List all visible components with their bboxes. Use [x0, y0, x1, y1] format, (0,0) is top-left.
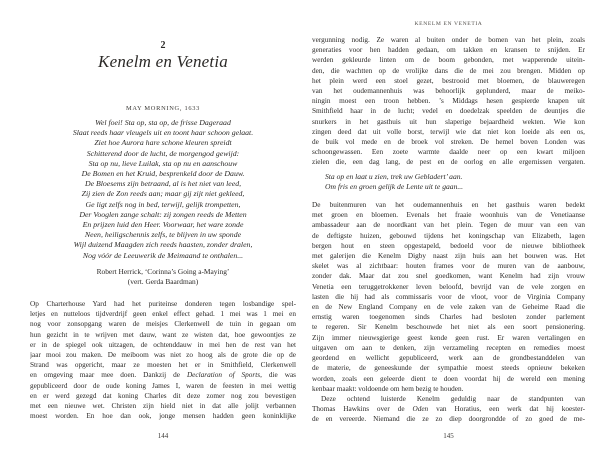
text-line: De Bomen en het Kruid, besprenkeld door de Dauw. — [81, 169, 245, 179]
text-line: bergen hout en steen opgestapeld, bedoeld voor de nieuwe bibliotheek — [312, 241, 585, 250]
text-line: de en vereerde. Niemand die ze zo diep doorgrondde of zo goed de me- — [312, 415, 585, 424]
text-line: en er werd gezegd dat koning Charles dit deze zomer nog zou bevestigen — [30, 391, 296, 400]
text-line: Smithfield haar in de lucht; vedel en doedelzak speelden de deuntjes die — [312, 107, 585, 116]
text-line: nog voor zonsopgang waren de meisjes Clerkenwell de tuin in gegaan om — [30, 320, 296, 329]
text-line: en de New England Company en de vele zaken van de Geheime Raad die — [312, 303, 585, 312]
right-page-text — [312, 35, 585, 425]
epigraph-poem — [30, 118, 296, 261]
text-line: lasten die hij had als commissaris voor de vloot, voor de Virginia Company — [312, 292, 585, 301]
text-line: zonder dak. Maar dat zou snel goedkomen, want Kenelm had zijn vrouw — [312, 272, 585, 281]
running-header: KENELM EN VENETIA — [414, 21, 483, 27]
text-line: met een nieuwe wet. Christen zijn hield niet in dat alle jolijt verbannen — [30, 402, 296, 411]
text-line: snurkers in het gasthuis uit hun slaperige bejaardheid wekten. Wie kon — [312, 117, 585, 126]
text-line: Op Charterhouse Yard had het puriteinse donderen tegen losbandige spel- — [30, 300, 296, 308]
right-body-paragraph-3 — [312, 394, 585, 425]
text-line: Zij zien de Zon reeds aan; maar gij zijt niet gekleed, — [81, 189, 245, 199]
text-line: Ge ligt zelfs nog in bed, terwijl, gelijk trompetten, — [85, 199, 241, 209]
text-line: skelet was al zichtbaar: houten frames voor de muren van de aanbouw, — [312, 262, 585, 271]
text-line: Der Vooglen zange schalt: zij zongen reeds de Metten — [79, 209, 247, 219]
poem-attribution — [30, 267, 296, 287]
text-line: Wijl duizend Maagden zich reeds haasten, zonder dralen, — [73, 240, 253, 250]
right-body-paragraph-2 — [312, 200, 585, 394]
page-number-left: 144 — [157, 432, 169, 440]
text-line: en omgeving maar mee doen. Dankzij de Declaration of Sports, die was — [30, 371, 296, 380]
text-line: werden gekleurde linten om de boom gebonden, met wapperende uitein- — [312, 56, 585, 65]
text-line: moest worden. En hoe dan ook, jonge mensen hadden geen koninklijke — [30, 412, 296, 421]
text-line: er in de spiegel ook uitzagen, de ochtenddauw in mei hen de rest van het — [30, 340, 296, 349]
text-line: worden, zoals een geleerde dient te doen voordat hij de wereld een mening — [312, 374, 585, 383]
text-line: de materie, de geneeskunde der sympathie moest steeds opnieuw bekeken — [312, 364, 585, 373]
text-line: jaar mooi zou maken. De meiboom was niet zo hoog als de grote die op de — [30, 351, 296, 360]
text-line: de buik vol mede en de broek vol streken. De hemel boven Londen was — [312, 138, 585, 147]
text-line: gepubliceerd door de oude koning James I, waren de feesten in mei wettig — [30, 381, 296, 390]
page-number-right: 145 — [443, 432, 454, 440]
text-line: schoongewassen. Een zoete warmte daalde neer op een kwart miljoen — [312, 148, 585, 157]
text-line: den, die wachtten op de vrolijke dans die de mei zou brengen. Midden op — [312, 66, 585, 75]
text-line: En prijzen luid den Heer. Voorwaar, het ware zonde — [82, 220, 244, 230]
text-line: Nog vóór de Leeuwerik de Meimaand te onthalen... — [82, 250, 244, 260]
right-body-paragraph-1 — [312, 35, 585, 168]
text-line: Om fris en groen gelijk de Lente uit te gaan... — [325, 181, 464, 191]
poem-attribution-author: Robert Herrick, ‘Corinna’s Going a-Maying’ — [96, 267, 230, 276]
text-line: Thomas Hawkins over de Oden van Horatius, een werk dat hij koester- — [312, 405, 585, 414]
text-line: Neen, heiligschennis zelfs, te blijven in uw sponde — [84, 230, 242, 240]
text-line: Deze ochtend luisterde Kenelm geduldig naar de standpunten van — [321, 394, 585, 403]
text-line: het plein werd een stoel gezet, bestrooid met bloemen, de blauweregen — [312, 76, 585, 85]
text-line: te regeren. Sir Kenelm beschouwde het niet als een soort pensionering. — [312, 323, 585, 332]
text-line: zielen die, een dag lang, de pest en de oorlog en alle ergernissen vergaten. — [312, 158, 585, 167]
text-line: ningin moest een troon hebben. ’s Middags hesen gespierde knapen uit — [312, 97, 585, 106]
chapter-title: Kenelm en Venetia — [98, 52, 228, 71]
text-line: met galerijen die Kenelm Digby naast zijn huis aan het bouwen was. Het — [312, 252, 585, 261]
text-line: vergunning nodig. Ze waren al buiten onder de bomen van het plein, zoals — [312, 36, 585, 44]
text-line: de deftigste huizen, gebouwd tijdens het koningschap van Elizabeth, lagen — [312, 231, 585, 240]
text-line: generaties voor hen hadden gedaan, om takken en kransen te snijden. Er — [312, 46, 585, 55]
chapter-number: 2 — [160, 40, 166, 51]
text-line: Sta op nu, lieve Luilak, sta op nu en aanschouw — [88, 158, 238, 168]
text-line: uitgaven om aan te denken, zijn verzameling recepten en remedies moest — [312, 343, 585, 352]
text-line: Zijn immer nieuwsgierige geest kende geen rust. Er waren vertalingen en — [312, 333, 585, 342]
text-line: De buitenmuren van het oudemannenhuis en het gasthuis waren bedekt — [312, 201, 585, 210]
verse-quote — [325, 172, 585, 192]
text-line: van het oudemannenhuis was behoorlijk geplunderd, maar de meiko- — [312, 87, 585, 96]
text-line: letjes en nutteloos tijdverdrijf geen enkel effect gehad. 1 mei was 1 mei en — [30, 310, 296, 319]
text-line: Ziet hoe Aurora hare schone kleuren spreidt — [94, 138, 232, 148]
text-line: Strand was opgericht, maar ze moesten het er in Smithfield, Clerkenwell — [30, 361, 296, 370]
left-page — [30, 0, 296, 460]
text-line: Slaat reeds haar vleugels uit en toont haar schoon gelaat. — [72, 128, 254, 138]
text-line: ernstig waren toegenomen sinds Charles had besloten zonder parlement — [312, 313, 585, 322]
text-line: Venetia een teruggetrokkener leven beloofd, bevrijd van de vele zorgen en — [312, 282, 585, 291]
text-line: zingen deed dat uit volle borst, terwijl wie dat niet kon loeide als een os, — [312, 127, 585, 136]
text-line: Wel foei! Sta op, sta op, de frisse Dageraad — [95, 118, 231, 127]
dateline: MAY MORNING, 1633 — [125, 105, 201, 112]
text-line: ambassadeur aan de noordkant van het plein. Tegen de muur van een van — [312, 221, 585, 230]
text-line: met groen en bloemen. Evenals het fraaie woonhuis van de Venetiaanse — [312, 211, 585, 220]
text-line: hun gezicht in te wrijven met dauw, want ze wisten dat, hoe gewoontjes ze — [30, 330, 296, 339]
text-line: Schitterend door de lucht, de morgengod gewijd: — [86, 148, 240, 158]
text-line: kenbaar maakt: voldoende om hem bezig te houden. — [312, 384, 464, 393]
poem-attribution-translator: (vert. Gerda Baardman) — [127, 277, 199, 287]
left-body-paragraph — [30, 299, 296, 421]
text-line: De Bloesems zijn betraand, al is het niet van leed, — [84, 179, 242, 189]
right-page — [312, 0, 585, 460]
text-line: geordend en wellicht gepubliceerd, werk aan de grondbestanddelen van — [312, 354, 585, 363]
text-line: Sta op en laat u zien, trek uw Gebladert’ aan. — [325, 171, 463, 181]
